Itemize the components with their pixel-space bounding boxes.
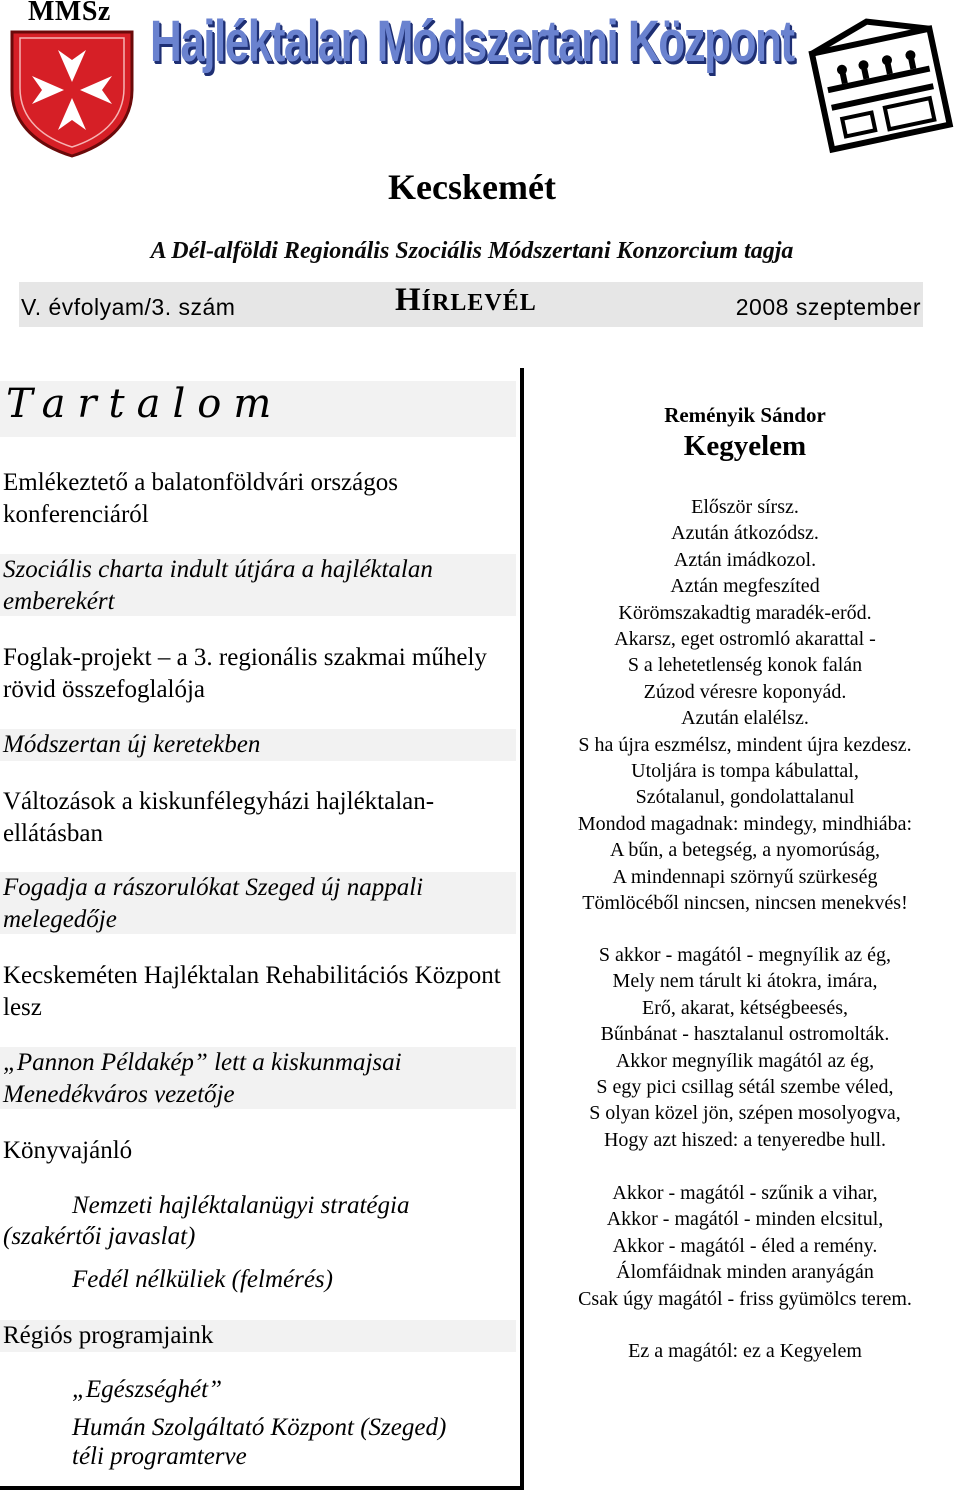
poem-line: A bűn, a betegség, a nyomorúság, <box>610 839 880 862</box>
issue-volume: V. évfolyam/3. szám <box>21 294 236 320</box>
poem-line: Csak úgy magától - friss gyümölcs terem. <box>578 1287 912 1310</box>
poem-line: Zúzod véresre koponyád. <box>643 680 847 703</box>
poem-line: Akkor - magától - éled a remény. <box>612 1234 878 1257</box>
poem-line: Utoljára is tompa kábulattal, <box>631 760 859 783</box>
poem-line: Mondod magadnak: mindegy, mindhiába: <box>577 812 913 835</box>
toc-item: „Egészséghét” <box>72 1376 222 1403</box>
maltese-cross-shield-logo <box>6 28 138 158</box>
newsletter-initial: H <box>395 282 422 318</box>
center-name-banner: Hajléktalan Módszertani Központ <box>150 9 794 74</box>
poem-line: Aztán megfeszíted <box>670 575 820 598</box>
poem-line: A mindennapi szörnyű szürkeség <box>612 865 878 888</box>
poem-line: Azután átkozódsz. <box>671 522 819 545</box>
toc-item: (szakértői javaslat) <box>3 1223 196 1250</box>
toc-item: Humán Szolgáltató Központ (Szeged) téli programterve <box>72 1414 447 1470</box>
poem-stanza <box>530 494 960 917</box>
poem-line: Körömszakadtig maradék-erőd. <box>618 601 872 624</box>
toc-item: „Pannon Példakép” lett a kiskunmajsai Menedékváros vezetője <box>0 1047 516 1109</box>
poem-stanza <box>530 1180 960 1312</box>
poem-line: Akkor megnyílik magától az ég, <box>615 1049 875 1072</box>
poem-stanza <box>530 942 960 1153</box>
poem-line: Akkor - magától - szűnik a vihar, <box>612 1182 878 1204</box>
newsletter-label <box>395 282 655 319</box>
newsletter-rest: ÍRLEVÉL <box>421 290 537 316</box>
poem-line: Azután elalélsz. <box>681 707 809 730</box>
poem-line: Erő, akarat, kétségbeesés, <box>641 996 848 1019</box>
toc-item: Régiós programjaink <box>0 1320 516 1352</box>
poem-line: Szótalanul, gondolattalanul <box>635 786 855 809</box>
toc-item: Módszertan új keretekben <box>0 729 516 761</box>
city-title: Kecskemét <box>388 167 556 207</box>
toc-item: Fogadja a rászorulókat Szeged új nappali melegedője <box>0 872 516 934</box>
poem-title: Kegyelem <box>683 430 807 462</box>
toc-item: Foglak-projekt – a 3. regionális szakmai műhely rövid összefoglalója <box>3 644 487 703</box>
poem-stanza <box>530 1338 960 1364</box>
poem-line: Ez a magától: ez a Kegyelem <box>628 1340 862 1362</box>
poem-line: Álomfáidnak minden aranyágán <box>616 1261 874 1284</box>
contents-bottom-rule <box>0 1486 524 1490</box>
poem-line: Bűnbánat - hasztalanul ostromolták. <box>600 1023 890 1046</box>
poem-line: Hogy azt hiszed: a tenyeredbe hull. <box>603 1128 887 1151</box>
toc-item: Nemzeti hajléktalanügyi stratégia <box>72 1192 410 1219</box>
poem-line: Aztán imádkozol. <box>673 548 817 571</box>
toc-item: Emlékeztető a balatonföldvári országos konferenciáról <box>3 469 398 528</box>
toc-item: Változások a kiskunfélegyházi hajléktalan-ellátásban <box>3 788 435 847</box>
poem-line: S a lehetetlenség konok falán <box>627 654 863 677</box>
poem-line: S akkor - magától - megnyílik az ég, <box>598 944 892 966</box>
org-abbreviation: MMSz <box>28 0 111 27</box>
consortium-subtitle: A Dél-alföldi Regionális Szociális Módszertani Konzorcium tagja <box>150 238 794 264</box>
poem-line: Tömlöcéből nincsen, nincsen menekvés! <box>582 892 908 915</box>
poem-line: S olyan közel jön, szépen mosolyogva, <box>589 1102 901 1125</box>
toc-item: Kecskeméten Hajléktalan Rehabilitációs Központ lesz <box>3 962 501 1021</box>
toc-item: Könyvajánló <box>3 1137 133 1164</box>
contents-title: Tartalom <box>0 381 516 437</box>
poem-line: Akarsz, eget ostromló akarattal - <box>614 628 876 651</box>
toc-item: Szociális charta indult útjára a hajléktalan emberekért <box>0 554 516 616</box>
toc-item: Fedél nélküliek (felmérés) <box>72 1266 333 1293</box>
poem-line: Akkor - magától - minden elcsitul, <box>606 1208 884 1231</box>
poem-line: S ha újra eszmélsz, mindent újra kezdesz. <box>578 733 912 756</box>
poem-line: S egy pici csillag sétál szembe véled, <box>596 1076 894 1099</box>
city-emblem-logo <box>806 10 956 160</box>
poem-line: Mely nem tárult ki átokra, imára, <box>612 970 878 993</box>
issue-bar <box>19 282 923 327</box>
poem-author: Reményik Sándor <box>664 403 826 427</box>
column-divider <box>520 368 524 1490</box>
poem-line: Először sírsz. <box>691 496 799 518</box>
issue-date: 2008 szeptember <box>735 294 921 320</box>
